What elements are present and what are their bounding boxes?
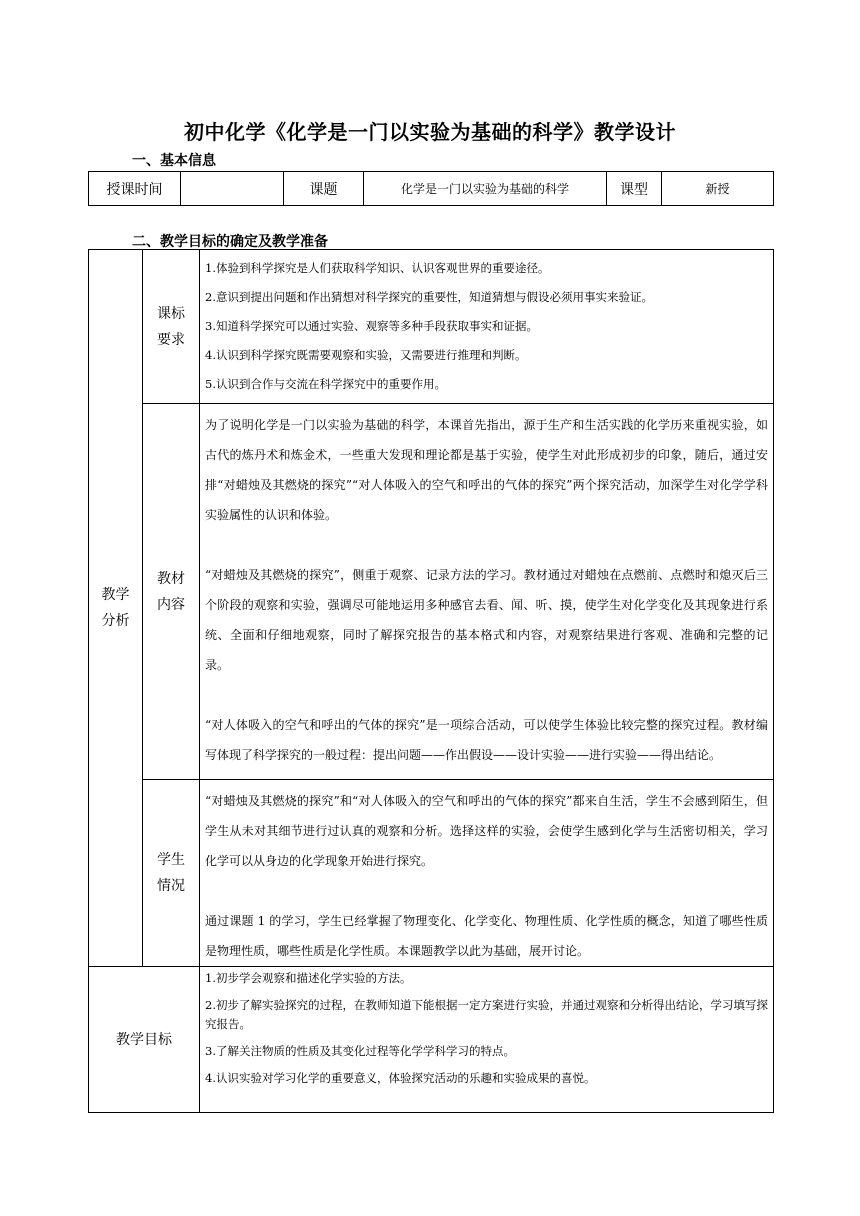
topic-label: 课题 xyxy=(284,172,364,206)
standards-label-line2: 要求 xyxy=(157,331,185,348)
analysis-label-line1: 教学 xyxy=(101,587,130,603)
list-item: 1.体验到科学探究是人们获取科学知识、认识客观世界的重要途径。 xyxy=(205,261,550,275)
list-item: 1.初步学会观察和描述化学实验的方法。 xyxy=(205,971,412,985)
analysis-label xyxy=(89,250,143,967)
students-label xyxy=(143,780,200,967)
standards-label-line1: 课标 xyxy=(157,305,185,322)
textbook-label-line2: 内容 xyxy=(157,596,185,613)
students-label-line1: 学生 xyxy=(157,852,185,868)
page-title: 初中化学《化学是一门以实验为基础的科学》教学设计 xyxy=(184,120,676,144)
paragraph: “对人体吸入的空气和呼出的气体的探究”是一项综合活动，可以使学生体验比较完整的探究过程。教材编写体现了科学探究的一般过程：提出问题——作出假设——设计实验——进行实验——得出结论。 xyxy=(205,718,768,762)
paragraph: “对蜡烛及其燃烧的探究”，侧重于观察、记录方法的学习。教材通过对蜡烛在点燃前、点燃时和熄灭后三个阶段的观察和实验，强调尽可能地运用多种感官去看、闻、听、摸，使学生对化学变化及其现象进行系统、全面和仔细地观察，同时了解探究报告的基本格式和内容，对观察结果进行客观、准确和完整的记录。 xyxy=(205,568,768,672)
paragraph: “对蜡烛及其燃烧的探究”和“对人体吸入的空气和呼出的气体的探究”都来自生活，学生不会感到陌生，但学生从未对其细节进行过认真的观察和分析。选择这样的实验，会使学生感到化学与生活密切相关，学习化学可以从身边的化学现象开始进行探究。 xyxy=(205,794,768,868)
type-value: 新授 xyxy=(662,172,774,206)
list-item: 4.认识到科学探究既需要观察和实验，又需要进行推理和判断。 xyxy=(205,348,527,362)
paragraph: 通过课题 1 的学习，学生已经掌握了物理变化、化学变化、物理性质、化学性质的概念，知道了哪些性质是物理性质，哪些性质是化学性质。本课题教学以此为基础，展开讨论。 xyxy=(205,914,768,958)
type-label: 课型 xyxy=(607,172,662,206)
list-item: 5.认识到合作与交流在科学探究中的重要作用。 xyxy=(205,377,446,391)
list-item: 3.知道科学探究可以通过实验、观察等多种手段获取事实和证据。 xyxy=(205,319,538,333)
topic-value: 化学是一门以实验为基础的科学 xyxy=(364,172,607,206)
analysis-table xyxy=(88,249,774,1113)
objectives-label: 教学目标 xyxy=(89,967,200,1113)
list-item: 4.认识实验对学习化学的重要意义，体验探究活动的乐趣和实验成果的喜悦。 xyxy=(205,1071,596,1085)
list-item: 3.了解关注物质的性质及其变化过程等化学学科学习的特点。 xyxy=(205,1044,515,1058)
standards-label xyxy=(143,250,200,404)
section-heading-objectives-prep: 二、教学目标的确定及教学准备 xyxy=(132,234,328,250)
analysis-label-line2: 分析 xyxy=(101,613,130,629)
list-item: 2.意识到提出问题和作出猜想对科学探究的重要性，知道猜想与假设必须用事实来验证。 xyxy=(205,290,653,304)
paragraph: 为了说明化学是一门以实验为基础的科学，本课首先指出，源于生产和生活实践的化学历来重视实验，如古代的炼丹术和炼金术，一些重大发现和理论都是基于实验，使学生对此形成初步的印象，随后，通过安排“对蜡烛及其燃烧的探究”“对人体吸入的空气和呼出的气体的探究”两个探究活动，加深学生对化学学科实验属性的认识和体验。 xyxy=(205,418,768,522)
students-label-line2: 情况 xyxy=(157,878,185,894)
list-item: 2.初步了解实验探究的过程，在教师知道下能根据一定方案进行实验，并通过观察和分析得出结论，学习填写探究报告。 xyxy=(205,998,768,1031)
time-label: 授课时间 xyxy=(89,172,181,206)
standards-content xyxy=(200,250,774,404)
section-heading-basic-info: 一、基本信息 xyxy=(132,153,216,169)
basic-info-table xyxy=(88,171,774,206)
time-value xyxy=(181,172,284,206)
objectives-content xyxy=(200,967,774,1113)
students-content xyxy=(200,780,774,967)
textbook-label xyxy=(143,404,200,780)
textbook-content xyxy=(200,404,774,780)
textbook-label-line1: 教材 xyxy=(157,570,185,587)
